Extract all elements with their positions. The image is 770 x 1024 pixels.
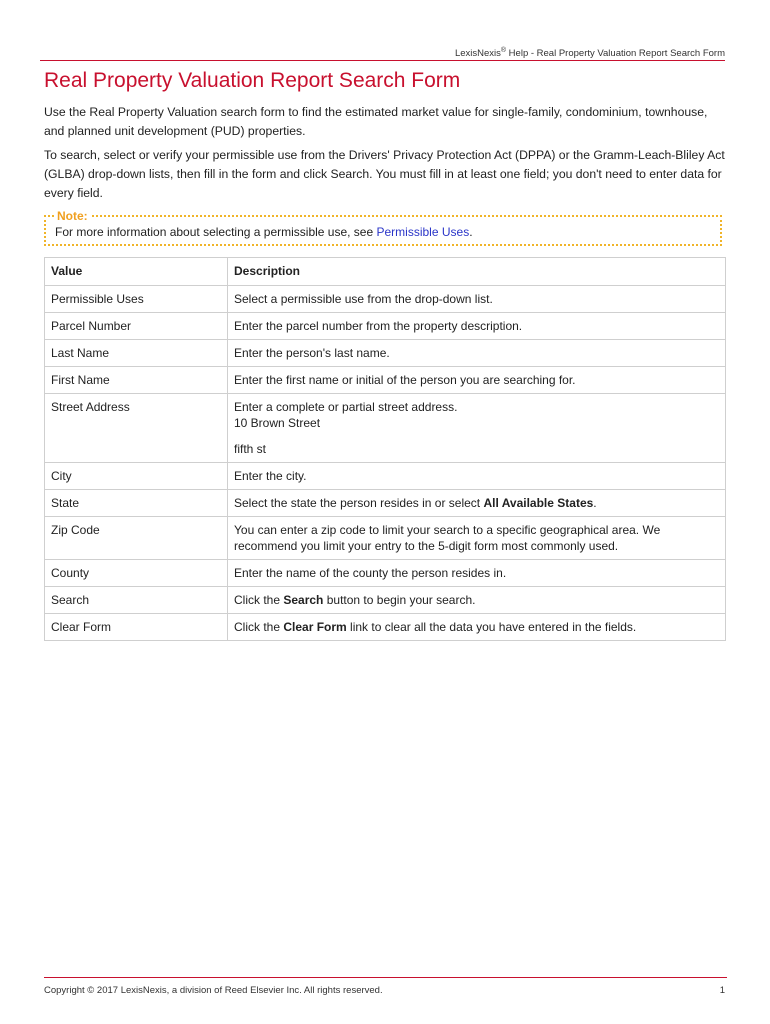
row-description xyxy=(228,587,726,614)
desc-text: button to begin your search. xyxy=(323,593,476,607)
table-row xyxy=(45,490,726,517)
header-subtitle: Help - Real Property Valuation Report Search Form xyxy=(506,48,725,60)
desc-text: link to clear all the data you have entered in the fields. xyxy=(346,620,637,634)
header-brand: LexisNexis xyxy=(454,48,501,60)
street-address-example: fifth st xyxy=(234,442,267,456)
row-description: Enter the parcel number from the property description. xyxy=(228,313,726,340)
desc-text: . xyxy=(593,496,597,510)
note-label: Note: xyxy=(54,208,91,224)
row-value: Permissible Uses xyxy=(45,286,228,313)
row-value: County xyxy=(45,560,228,587)
note-text xyxy=(55,224,473,240)
row-description: Enter the person's last name. xyxy=(228,340,726,367)
table-row xyxy=(45,286,726,313)
row-description xyxy=(228,394,726,463)
row-description xyxy=(228,490,726,517)
field-reference-table xyxy=(44,257,726,641)
desc-text: Click the xyxy=(234,620,284,634)
row-value: Street Address xyxy=(45,394,228,463)
row-description xyxy=(228,614,726,641)
row-description: You can enter a zip code to limit your search to a specific geographical area. We recommend you limit your entry to the 5-digit form most commonly used. xyxy=(228,517,726,560)
row-value: Zip Code xyxy=(45,517,228,560)
note-box xyxy=(44,209,722,246)
row-value: Last Name xyxy=(45,340,228,367)
table-row xyxy=(45,517,726,560)
footer-copyright: Copyright © 2017 LexisNexis, a division of Reed Elsevier Inc. All rights reserved. xyxy=(44,985,383,996)
row-description: Enter the first name or initial of the person you are searching for. xyxy=(228,367,726,394)
table-row xyxy=(45,313,726,340)
registered-mark: ® xyxy=(500,47,507,54)
street-address-example: 10 Brown Street xyxy=(234,416,321,430)
column-header-description: Description xyxy=(228,258,726,286)
page-header xyxy=(40,44,725,61)
row-value: Parcel Number xyxy=(45,313,228,340)
row-description: Select a permissible use from the drop-down list. xyxy=(228,286,726,313)
desc-bold: Clear Form xyxy=(283,620,347,634)
desc-bold: All Available States xyxy=(483,496,594,510)
intro-paragraph: Use the Real Property Valuation search form to find the estimated market value for single-family, condominium, townhouse, and planned unit development (PUD) properties. xyxy=(44,105,708,138)
permissible-uses-link[interactable]: Permissible Uses xyxy=(376,225,470,239)
row-value: First Name xyxy=(45,367,228,394)
table-row xyxy=(45,340,726,367)
row-description: Enter the name of the county the person resides in. xyxy=(228,560,726,587)
desc-text: Select the state the person resides in or select xyxy=(234,496,484,510)
table-row xyxy=(45,463,726,490)
desc-text: Click the xyxy=(234,593,284,607)
table-row xyxy=(45,560,726,587)
footer-page-number: 1 xyxy=(719,985,725,996)
table-row xyxy=(45,367,726,394)
row-value: City xyxy=(45,463,228,490)
note-text-after: . xyxy=(469,225,473,239)
row-value: State xyxy=(45,490,228,517)
page-title: Real Property Valuation Report Search Form xyxy=(44,69,461,92)
row-description: Enter the city. xyxy=(228,463,726,490)
column-header-value: Value xyxy=(45,258,228,286)
page-footer xyxy=(44,977,727,998)
desc-bold: Search xyxy=(283,593,324,607)
table-row xyxy=(45,587,726,614)
instructions-paragraph: To search, select or verify your permissible use from the Drivers' Privacy Protection Act (DPPA) or the Gramm-Leach-Bliley Act (GLBA) drop-down lists, then fill in the form and click Search. You must fill in at least one field; you don't need to enter data for every field. xyxy=(44,148,725,200)
row-value: Clear Form xyxy=(45,614,228,641)
table-row xyxy=(45,614,726,641)
table-row xyxy=(45,394,726,463)
note-text-before: For more information about selecting a permissible use, see xyxy=(55,225,377,239)
street-address-desc: Enter a complete or partial street address. xyxy=(234,400,458,414)
row-value: Search xyxy=(45,587,228,614)
table-header-row xyxy=(45,258,726,286)
